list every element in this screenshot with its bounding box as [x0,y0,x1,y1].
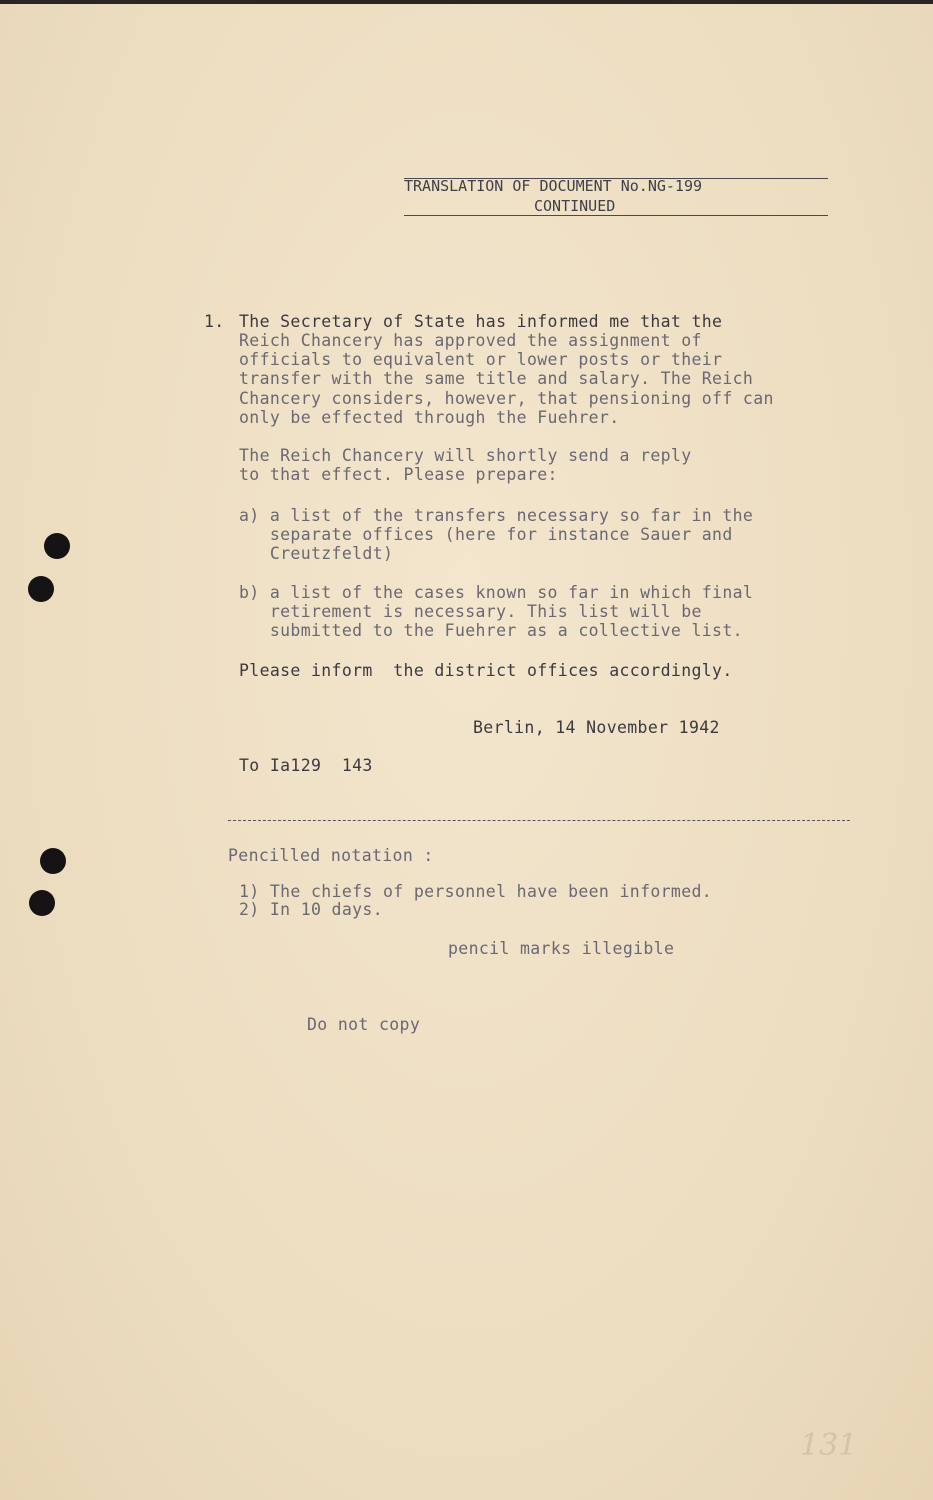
scan-top-edge [0,0,933,4]
paragraph-2-line: The Reich Chancery will shortly send a reply [239,446,692,465]
dashed-separator [228,820,850,821]
paragraph-1-line: only be effected through the Fuehrer. [239,408,620,427]
punch-hole [44,533,70,559]
punch-hole [28,576,54,602]
paragraph-number: 1. [204,312,225,331]
item-b-line: b) a list of the cases known so far in which final [239,583,754,602]
item-a-line: Creutzfeldt) [239,544,394,563]
header-title: TRANSLATION OF DOCUMENT No.NG-199 [404,177,703,195]
paragraph-2-line: to that effect. Please prepare: [239,465,558,484]
punch-hole [29,890,55,916]
header-bottom-rule [404,215,828,216]
punch-hole [40,848,66,874]
date-line: Berlin, 14 November 1942 [473,718,720,737]
pencilled-notation-label: Pencilled notation : [228,846,434,865]
header-subtitle: CONTINUED [534,197,616,215]
item-a-line: a) a list of the transfers necessary so far in the [239,506,754,525]
paragraph-1-line: officials to equivalent or lower posts or their [239,350,723,369]
to-line: To Ia129 143 [239,756,373,775]
pencilled-note: 2) In 10 days. [239,900,383,919]
pencilled-note: 1) The chiefs of personnel have been informed. [239,882,713,901]
item-a-line: separate offices (here for instance Sauer and [239,525,733,544]
page-number: 131 [800,1428,858,1463]
pencil-marks-note: pencil marks illegible [448,939,675,958]
paragraph-1-line: The Secretary of State has informed me that the [239,312,723,331]
item-b-line: retirement is necessary. This list will be [239,602,702,621]
do-not-copy-note: Do not copy [307,1015,421,1034]
item-b-line: submitted to the Fuehrer as a collective list. [239,621,743,640]
paragraph-1-line: Chancery considers, however, that pensioning off can [239,389,774,408]
paragraph-1-line: Reich Chancery has approved the assignment of [239,331,702,350]
inform-line: Please inform the district offices accordingly. [239,661,733,680]
paragraph-1-line: transfer with the same title and salary. The Reich [239,369,754,388]
